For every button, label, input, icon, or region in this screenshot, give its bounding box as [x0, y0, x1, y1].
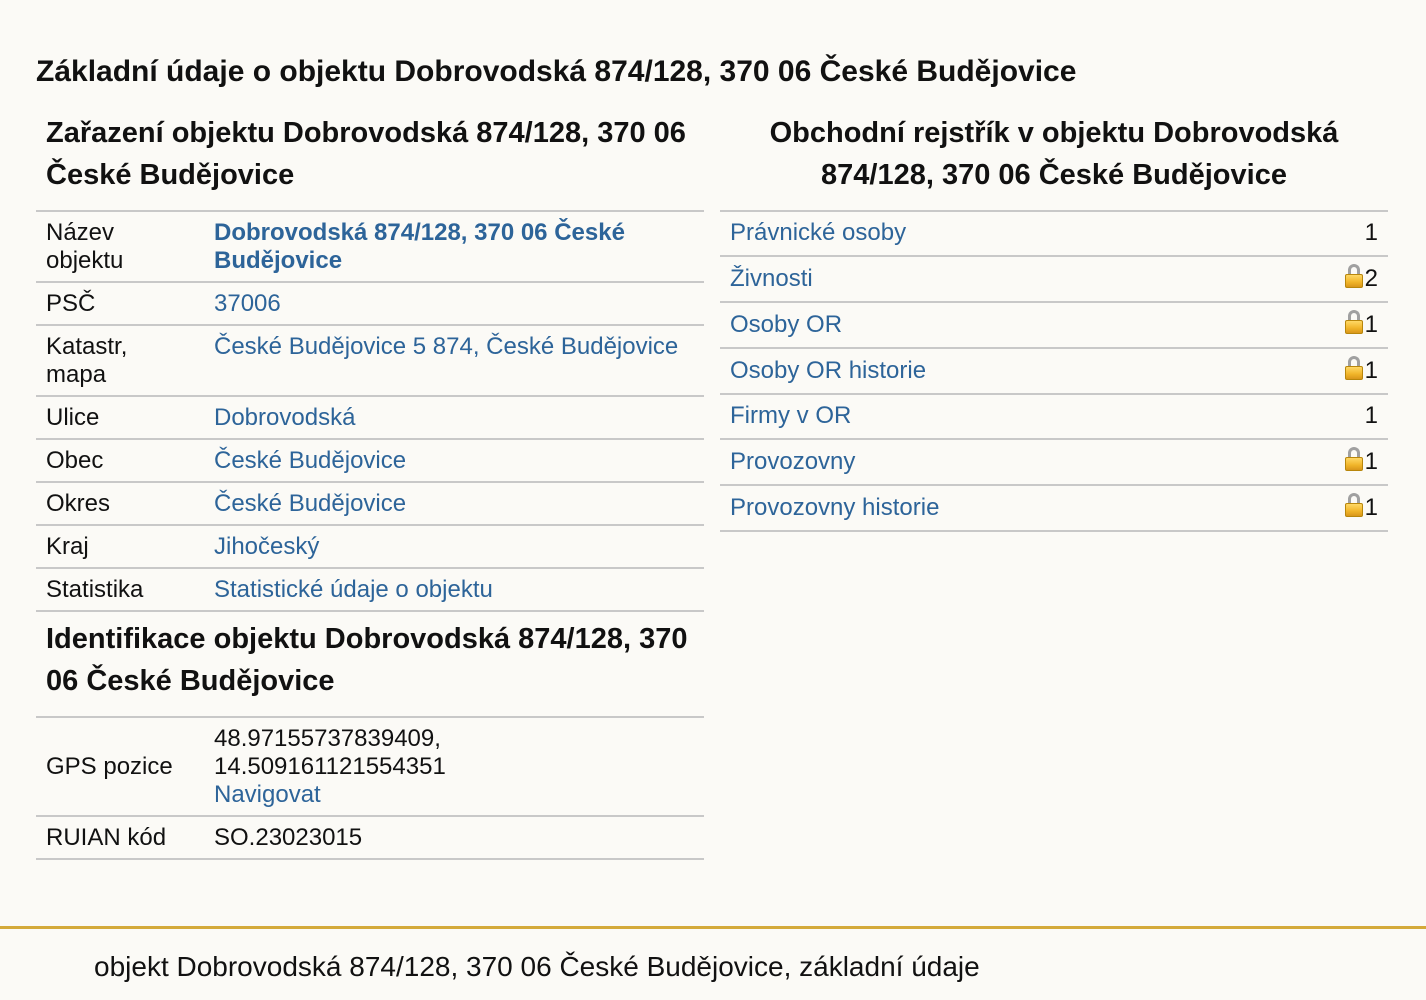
lock-icon — [1345, 356, 1363, 380]
registry-link[interactable]: Firmy v OR — [730, 402, 852, 429]
gps-longitude: 14.509161121554351 — [214, 753, 446, 780]
registry-table — [720, 212, 1388, 532]
registry-link[interactable]: Provozovny historie — [730, 493, 940, 521]
table-row — [36, 212, 704, 282]
registry-row — [720, 256, 1388, 302]
identification-table — [36, 718, 704, 860]
registry-link[interactable]: Osoby OR historie — [730, 356, 927, 384]
navigate-link[interactable]: Navigovat — [214, 781, 321, 808]
footer — [0, 926, 1426, 1000]
registry-count: 1 — [1364, 311, 1378, 338]
registry-count: 1 — [1364, 219, 1378, 246]
object-name-link[interactable]: Dobrovodská 874/128, 370 06 České Budějovice — [214, 219, 625, 274]
row-label: Statistika — [36, 568, 204, 611]
table-row — [36, 396, 704, 439]
footer-text: objekt Dobrovodská 874/128, 370 06 České Budějovice, základní údaje — [94, 951, 980, 982]
row-label: PSČ — [36, 282, 204, 325]
registry-link[interactable]: Provozovny — [730, 447, 856, 475]
identification-section — [36, 612, 704, 860]
municipality-link[interactable]: České Budějovice — [214, 447, 407, 474]
registry-row — [720, 348, 1388, 394]
registry-row — [720, 439, 1388, 485]
lock-icon — [1345, 264, 1363, 288]
ruian-label: RUIAN kód — [36, 816, 204, 859]
gps-label: GPS pozice — [36, 718, 204, 816]
registry-count: 2 — [1364, 265, 1378, 292]
registry-row — [720, 212, 1388, 256]
table-row — [36, 816, 704, 859]
table-row — [36, 439, 704, 482]
registry-count: 1 — [1364, 402, 1378, 429]
psc-link[interactable]: 37006 — [214, 290, 281, 317]
row-label: Ulice — [36, 396, 204, 439]
row-label: Obec — [36, 439, 204, 482]
row-label: Katastr, mapa — [36, 325, 204, 396]
registry-link[interactable]: Živnosti — [730, 264, 813, 292]
row-label: Okres — [36, 482, 204, 525]
identification-title: Identifikace objektu Dobrovodská 874/128, 370 06 České Budějovice — [36, 612, 704, 718]
registry-row — [720, 302, 1388, 348]
table-row — [36, 568, 704, 611]
ruian-value: SO.23023015 — [204, 816, 704, 859]
registry-link[interactable]: Právnické osoby — [730, 219, 907, 246]
street-link[interactable]: Dobrovodská — [214, 404, 356, 431]
registry-row — [720, 485, 1388, 531]
table-row — [36, 282, 704, 325]
registry-row — [720, 394, 1388, 439]
gps-latitude: 48.97155737839409, — [214, 725, 441, 752]
district-link[interactable]: České Budějovice — [214, 490, 407, 517]
registry-count: 1 — [1364, 357, 1378, 384]
cadastre-link[interactable]: České Budějovice 5 874, České Budějovice — [214, 333, 679, 360]
row-label: Název objektu — [36, 212, 204, 282]
table-row — [36, 525, 704, 568]
registry-count: 1 — [1364, 448, 1378, 475]
row-label: Kraj — [36, 525, 204, 568]
registry-count: 1 — [1364, 494, 1378, 521]
registry-title: Obchodní rejstřík v objektu Dobrovodská 874/128, 370 06 České Budějovice — [720, 112, 1388, 212]
lock-icon — [1345, 310, 1363, 334]
table-row — [36, 718, 704, 816]
table-row — [36, 482, 704, 525]
page-title: Základní údaje o objektu Dobrovodská 874/128, 370 06 České Budějovice — [36, 55, 1077, 88]
right-column — [720, 112, 1388, 532]
region-link[interactable]: Jihočeský — [214, 533, 320, 560]
classification-table — [36, 212, 704, 612]
table-row — [36, 325, 704, 396]
classification-title: Zařazení objektu Dobrovodská 874/128, 370 06 České Budějovice — [36, 112, 704, 212]
lock-icon — [1345, 493, 1363, 517]
lock-icon — [1345, 447, 1363, 471]
left-column — [36, 112, 704, 860]
statistics-link[interactable]: Statistické údaje o objektu — [214, 576, 493, 603]
registry-link[interactable]: Osoby OR — [730, 310, 843, 338]
